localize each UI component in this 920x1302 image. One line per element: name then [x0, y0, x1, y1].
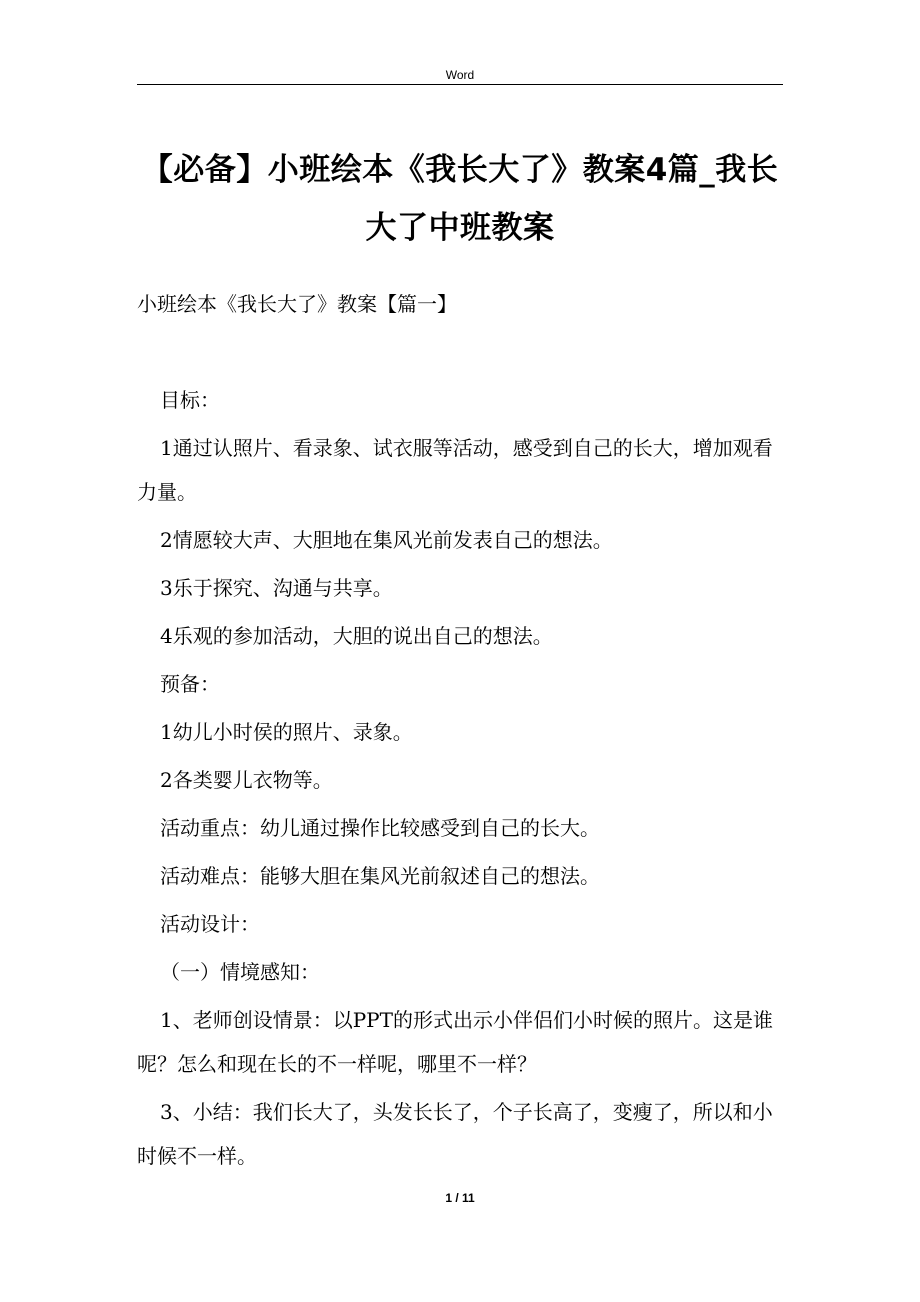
paragraph-goals-heading: 目标：	[160, 388, 220, 412]
paragraph-step-1-item-3: 3、小结：我们长大了，头发长长了，个子长高了，变瘦了，所以和小时候不一样。	[137, 1100, 773, 1168]
paragraph-design-heading: 活动设计：	[160, 912, 260, 936]
paragraph-difficulty: 活动难点：能够大胆在集风光前叙述自己的想法。	[160, 864, 600, 888]
paragraph-preparation-1: 1幼儿小时侯的照片、录象。	[160, 720, 413, 744]
blank-line	[137, 326, 783, 378]
header-label: Word	[445, 68, 475, 82]
paragraph-goal-4: 4乐观的参加活动，大胆的说出自己的想法。	[160, 624, 553, 648]
page-header	[137, 64, 783, 85]
paragraph-key-point: 活动重点：幼儿通过操作比较感受到自己的长大。	[160, 816, 600, 840]
document-body	[137, 282, 783, 1182]
paragraph-goal-3: 3乐于探究、沟通与共享。	[160, 576, 393, 600]
section-heading: 小班绘本《我长大了》教案【篇一】	[137, 292, 457, 316]
paragraph-step-1-heading: （一）情境感知：	[160, 960, 320, 984]
paragraph-step-1-item-1: 1、老师创设情景：以PPT的形式出示小伴侣们小时候的照片。这是谁呢？怎么和现在长的不一样呢，哪里不一样？	[137, 1008, 773, 1076]
paragraph-goal-2: 2情愿较大声、大胆地在集风光前发表自己的想法。	[160, 528, 613, 552]
paragraph-preparation-2: 2各类婴儿衣物等。	[160, 768, 333, 792]
paragraph-goal-1: 1通过认照片、看录象、试衣服等活动，感受到自己的长大，增加观看力量。	[137, 436, 773, 504]
paragraph-preparation-heading: 预备：	[160, 672, 220, 696]
page-indicator: 1 / 11	[445, 1191, 475, 1205]
document-title: 【必备】小班绘本《我长大了》教案4篇_我长大了中班教案	[141, 152, 779, 246]
